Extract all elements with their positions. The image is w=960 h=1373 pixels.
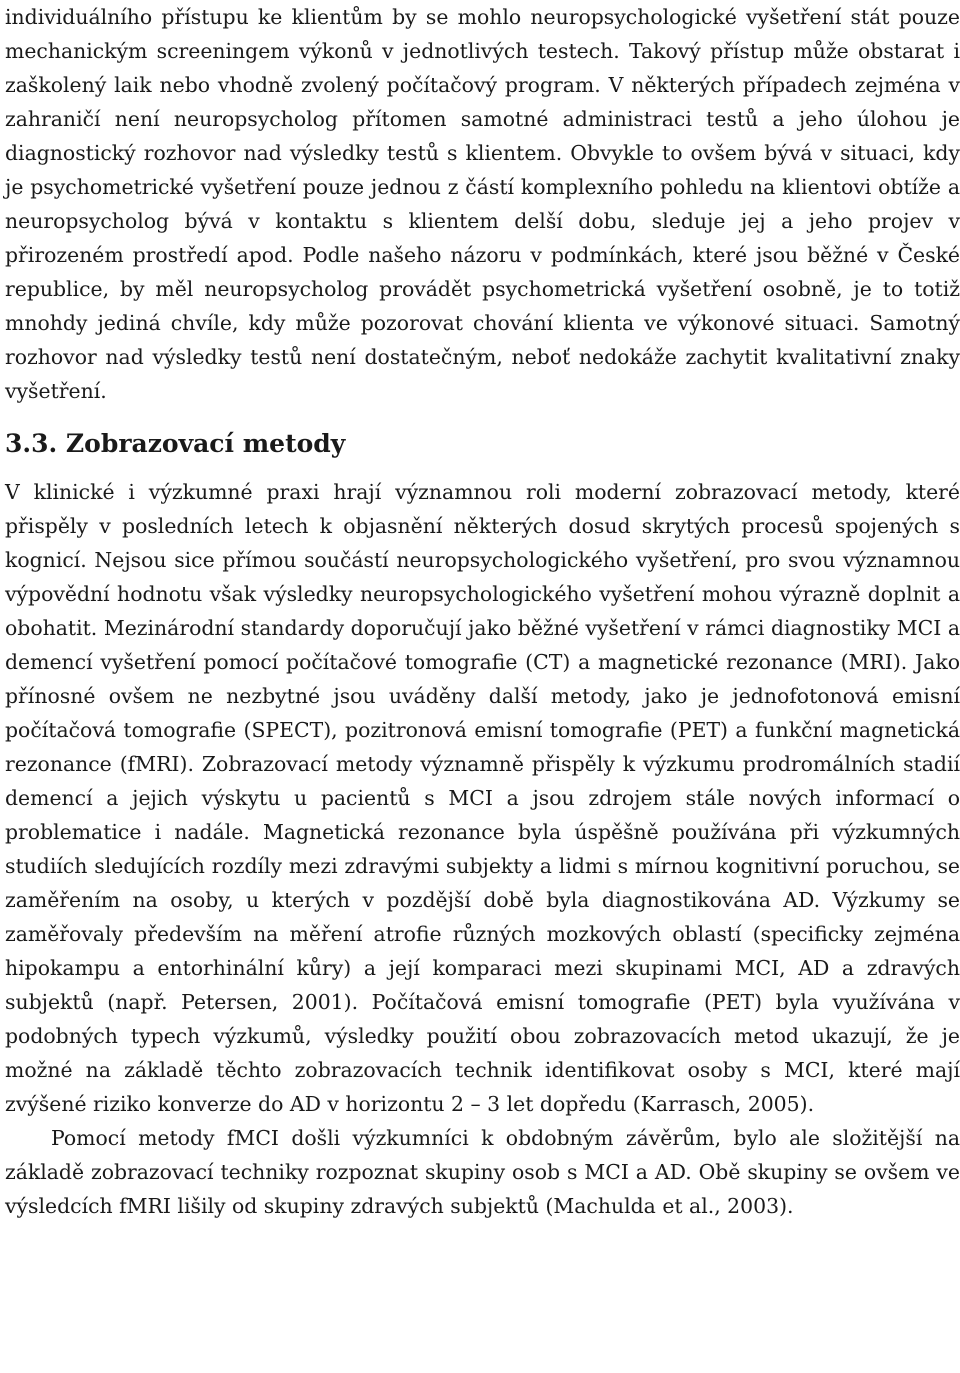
paragraph-continuation: individuálního přístupu ke klientům by se mohlo neuropsychologické vyšetření stát pouze mechanickým screeningem výkonů v jednotlivých testech. Takový přístup může obstarat i zaškolený laik nebo vhodně zvolený počítačový program. V některých případech zejména v zahraničí není neuropsycholog přítomen samotné administraci testů a jeho úlohou je diagnostický rozhovor nad výsledky testů s klientem. Obvykle to ovšem bývá v situaci, kdy je psychometrické vyšetření pouze jednou z částí komplexního pohledu na klientovi obtíže a neuropsycholog bývá v kontaktu s klientem delší dobu, sleduje jej a jeho projev v přirozeném prostředí apod. Podle našeho názoru v podmínkách, které jsou běžné v České republice, by měl neuropsycholog provádět psychometrická vyšetření osobně, je to totiž mnohdy jediná chvíle, kdy může pozorovat chování klienta ve výkonové situaci. Samotný rozhovor nad výsledky testů není dostatečným, neboť nedokáže zachytit kvalitativní znaky vyšetření. (5, 5, 960, 403)
section-title: Zobrazovací metody (65, 429, 346, 458)
section-number: 3.3. (5, 429, 58, 458)
section-heading (5, 427, 960, 461)
paragraph-fmri: Pomocí metody fMCI došli výzkumníci k obdobným závěrům, bylo ale složitější na základě zobrazovací techniky rozpoznat skupiny osob s MCI a AD. Obě skupiny se ovšem ve výsledcích fMRI lišily od skupiny zdravých subjektů (Machulda et al., 2003). (5, 1126, 960, 1218)
paragraph-imaging-methods: V klinické i výzkumné praxi hrají významnou roli moderní zobrazovací metody, které přispěly v posledních letech k objasnění některých dosud skrytých procesů spojených s kognicí. Nejsou sice přímou součástí neuropsychologického vyšetření, pro svou významnou výpovědní hodnotu však výsledky neuropsychologického vyšetření mohou výrazně doplnit a obohatit. Mezinárodní standardy doporučují jako běžné vyšetření v rámci diagnostiky MCI a demencí vyšetření pomocí počítačové tomografie (CT) a magnetické rezonance (MRI). Jako přínosné ovšem ne nezbytné jsou uváděny další metody, jako je jednofotonová emisní počítačová tomografie (SPECT), pozitronová emisní tomografie (PET) a funkční magnetická rezonance (fMRI). Zobrazovací metody významně přispěly k výzkumu prodromálních stadií demencí a jejich výskytu u pacientů s MCI a jsou zdrojem stále nových informací o problematice i nadále. Magnetická rezonance byla úspěšně používána při výzkumných studiích sledujících rozdíly mezi zdravými subjekty a lidmi s mírnou kognitivní poruchou, se zaměřením na osoby, u kterých v pozdější době byla diagnostikována AD. Výzkumy se zaměřovaly především na měření atrofie různých mozkových oblastí (specificky zejména hipokampu a entorhinální kůry) a její komparaci mezi skupinami MCI, AD a zdravých subjektů (např. Petersen, 2001). Počítačová emisní tomografie (PET) byla využívána v podobných typech výzkumů, výsledky použití obou zobrazovacích metod ukazují, že je možné na základě těchto zobrazovacích technik identifikovat osoby s MCI, které mají zvýšené riziko konverze do AD v horizontu 2 – 3 let dopředu (Karrasch, 2005). (5, 480, 960, 1116)
document-page (5, 0, 960, 1223)
